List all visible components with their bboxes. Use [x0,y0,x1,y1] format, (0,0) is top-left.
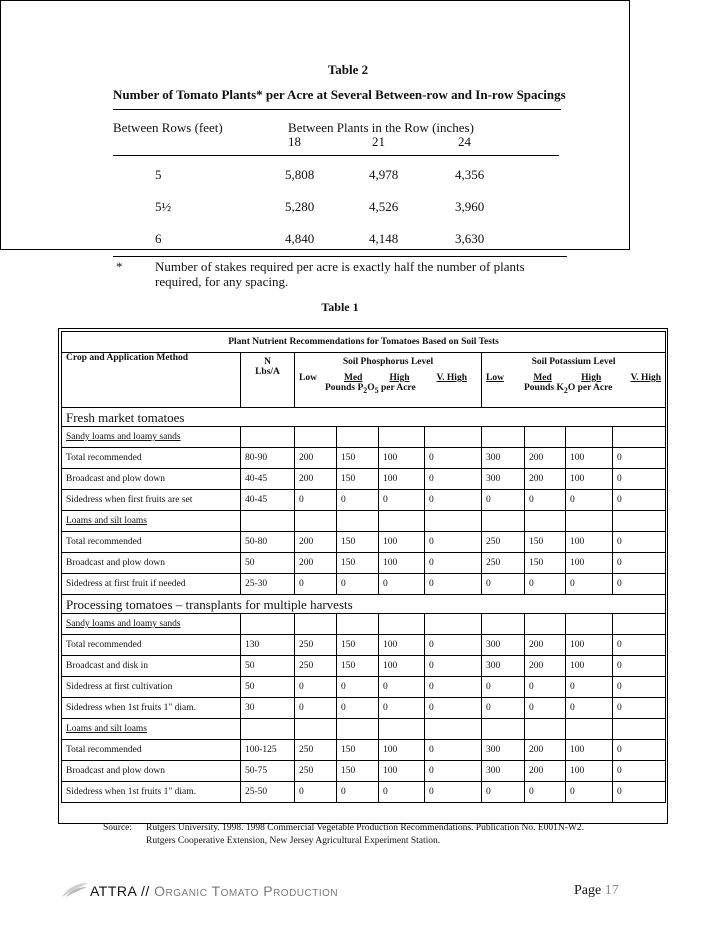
phosphorus-rate: 0 [379,782,425,803]
application-method: Total recommended [62,740,241,761]
nitrogen-rate: 50 [241,553,295,574]
divider [113,256,567,257]
phosphorus-rate: 150 [337,448,379,469]
table-row [62,532,666,553]
potassium-rate: 0 [613,574,666,595]
divider [113,109,561,110]
level-label: Low [486,373,504,383]
application-method: Sidedress at first fruit if needed [62,574,241,595]
section-row [62,595,666,614]
nitrogen-rate: 50-80 [241,532,295,553]
phosphorus-rate: 150 [337,469,379,490]
table-2-footnote: Number of stakes required per acre is exactly half the number of plants [155,259,525,274]
empty-cell [337,719,379,740]
phosphorus-rate: 250 [295,761,337,782]
potassium-rate: 0 [566,677,613,698]
application-method: Total recommended [62,635,241,656]
potassium-rate: 0 [566,490,613,511]
potassium-rate: 100 [566,553,613,574]
phosphorus-rate: 150 [337,761,379,782]
phosphorus-rate: 100 [379,448,425,469]
empty-cell [379,614,425,635]
phosphorus-rate: 200 [295,448,337,469]
potassium-rate: 0 [525,698,566,719]
potassium-rate: 100 [566,635,613,656]
phosphorus-rate: 0 [425,448,482,469]
potassium-rate: 100 [566,469,613,490]
potassium-rate: 0 [613,656,666,677]
footer-page [574,883,619,899]
footer-page-label: Page [574,883,602,898]
table-2-cell: 5,280 [285,199,315,214]
application-method: Total recommended [62,532,241,553]
phosphorus-rate: 250 [295,656,337,677]
table-row [62,490,666,511]
empty-cell [613,427,666,448]
application-method: Total recommended [62,448,241,469]
potassium-rate: 0 [525,574,566,595]
table-2-cell: 3,960 [455,199,485,214]
empty-cell [482,511,525,532]
section-row [62,408,666,427]
potassium-rate: 200 [525,635,566,656]
phosphorus-rate: 0 [379,677,425,698]
phosphorus-rate: 100 [379,532,425,553]
phosphorus-rate: 0 [295,490,337,511]
phosphorus-rate: 0 [425,656,482,677]
table-2-row-label: 6 [155,231,162,246]
empty-cell [379,427,425,448]
nitrogen-rate: 50 [241,656,295,677]
potassium-rate: 300 [482,740,525,761]
potassium-rate: 100 [566,532,613,553]
phosphorus-rate: 100 [379,469,425,490]
level-label: V. High [436,373,467,383]
phosphorus-rate: 0 [379,698,425,719]
table-1-title: Plant Nutrient Recommendations for Tomatoes Based on Soil Tests [62,332,666,353]
empty-cell [613,719,666,740]
potassium-rate: 300 [482,448,525,469]
empty-cell [241,719,295,740]
table-2-cell: 5,808 [285,167,315,182]
potassium-rate: 200 [525,761,566,782]
nitrogen-rate: 80-90 [241,448,295,469]
phosphorus-rate: 0 [425,635,482,656]
phosphorus-rate: 200 [295,532,337,553]
potassium-rate: 0 [613,677,666,698]
phosphorus-rate: 150 [337,656,379,677]
table-row [62,635,666,656]
table-row [62,448,666,469]
soil-group-label: Sandy loams and loamy sands [62,427,241,448]
empty-cell [425,719,482,740]
table-row [62,740,666,761]
table-2-cell: 4,840 [285,231,315,246]
empty-cell [425,511,482,532]
header-potassium-title: Soil Potassium Level [531,357,616,367]
table-row [62,761,666,782]
table-2-spacing: 24 [458,134,471,149]
soil-group-label: Sandy loams and loamy sands [62,614,241,635]
phosphorus-rate: 0 [425,740,482,761]
potassium-rate: 100 [566,740,613,761]
potassium-rate: 300 [482,635,525,656]
section-title: Processing tomatoes – transplants for multiple harvests [62,595,666,614]
empty-cell [525,614,566,635]
phosphorus-rate: 0 [425,574,482,595]
application-method: Sidedress at first cultivation [62,677,241,698]
empty-cell [241,511,295,532]
potassium-rate: 200 [525,740,566,761]
phosphorus-rate: 100 [379,761,425,782]
potassium-rate: 200 [525,448,566,469]
empty-cell [566,511,613,532]
table-row [62,469,666,490]
phosphorus-rate: 0 [337,490,379,511]
table-2-spacing: 21 [372,134,385,149]
empty-cell [566,614,613,635]
table-1-caption: Table 1 [321,300,359,314]
nitrogen-rate: 130 [241,635,295,656]
empty-cell [379,719,425,740]
empty-cell [295,614,337,635]
table-row [62,574,666,595]
potassium-rate: 200 [525,656,566,677]
potassium-rate: 0 [566,698,613,719]
potassium-rate: 0 [613,553,666,574]
potassium-rate: 150 [525,532,566,553]
potassium-rate: 200 [525,469,566,490]
application-method: Broadcast and disk in [62,656,241,677]
table-2-row-label: 5 [155,167,162,182]
phosphorus-rate: 100 [379,656,425,677]
table-row [62,656,666,677]
phosphorus-rate: 100 [379,635,425,656]
nitrogen-rate: 30 [241,698,295,719]
phosphorus-rate: 0 [337,574,379,595]
group-row [62,511,666,532]
potassium-rate: 0 [482,490,525,511]
table-1 [61,331,666,803]
header-n-label: N [264,357,271,367]
table-2-title: Number of Tomato Plants* per Acre at Several Between-row and In-row Spacings [113,87,566,102]
header-phosphorus-unit: Pounds $P_2O_5$ per Acre [325,383,416,395]
phosphorus-rate: 0 [295,677,337,698]
level-label: V. High [630,373,662,383]
phosphorus-rate: 250 [295,740,337,761]
table-row [62,677,666,698]
group-row [62,427,666,448]
nitrogen-rate: 40-45 [241,490,295,511]
empty-cell [566,427,613,448]
empty-cell [379,511,425,532]
footer-publication [90,883,338,899]
footer-brand: ATTRA [90,883,137,899]
table-2-cell: 4,526 [369,199,399,214]
potassium-rate: 0 [566,574,613,595]
empty-cell [482,614,525,635]
nitrogen-rate: 100-125 [241,740,295,761]
potassium-rate: 300 [482,469,525,490]
potassium-rate: 100 [566,761,613,782]
nitrogen-rate: 25-30 [241,574,295,595]
potassium-rate: 0 [566,782,613,803]
phosphorus-rate: 0 [425,553,482,574]
divider [113,155,559,156]
potassium-rate: 300 [482,761,525,782]
empty-cell [241,427,295,448]
level-label: High [389,373,410,383]
table-2-footnote: required, for any spacing. [155,274,289,289]
header-crop-method: Crop and Application Method [62,353,241,408]
empty-cell [295,511,337,532]
empty-cell [425,614,482,635]
phosphorus-rate: 0 [425,698,482,719]
nitrogen-rate: 50-75 [241,761,295,782]
potassium-rate: 250 [482,553,525,574]
table-2-cell: 4,356 [455,167,485,182]
phosphorus-rate: 150 [337,532,379,553]
potassium-rate: 0 [482,698,525,719]
empty-cell [337,511,379,532]
empty-cell [241,614,295,635]
potassium-rate: 300 [482,656,525,677]
phosphorus-rate: 200 [295,469,337,490]
table-2-cell: 4,148 [369,231,399,246]
group-row [62,614,666,635]
empty-cell [566,719,613,740]
phosphorus-rate: 0 [425,469,482,490]
potassium-rate: 0 [525,782,566,803]
table-2-cell: 4,978 [369,167,399,182]
level-label: Med [533,373,552,383]
level-label: Med [343,373,363,383]
phosphorus-rate: 0 [379,490,425,511]
potassium-rate: 150 [525,553,566,574]
potassium-rate: 0 [613,698,666,719]
potassium-rate: 0 [525,490,566,511]
phosphorus-rate: 0 [295,782,337,803]
empty-cell [425,427,482,448]
table-2-row-label: 5½ [155,199,172,214]
empty-cell [482,427,525,448]
table-2-spacing: 18 [288,134,301,149]
phosphorus-rate: 0 [425,677,482,698]
header-potassium-unit: Pounds $K_2O$ per Acre [524,383,613,395]
header-phosphorus-title: Soil Phosphorus Level [342,357,434,367]
potassium-rate: 100 [566,656,613,677]
phosphorus-rate: 0 [425,782,482,803]
phosphorus-rate: 100 [379,553,425,574]
phosphorus-rate: 200 [295,553,337,574]
phosphorus-rate: 0 [425,761,482,782]
soil-group-label: Loams and silt loams [62,511,241,532]
potassium-rate: 0 [482,782,525,803]
potassium-rate: 0 [613,635,666,656]
application-method: Broadcast and plow down [62,761,241,782]
header-n [241,353,295,408]
table-2-col-header-rows: Between Rows (feet) [113,120,223,135]
potassium-rate: 0 [613,761,666,782]
empty-cell [295,719,337,740]
source-line-2: Rutgers Cooperative Extension, New Jersey Agricultural Experiment Station. [146,836,441,846]
level-label: High [581,373,602,383]
phosphorus-rate: 100 [379,740,425,761]
empty-cell [337,614,379,635]
empty-cell [337,427,379,448]
footer-page-number: 17 [604,883,619,898]
phosphorus-rate: 150 [337,740,379,761]
potassium-rate: 0 [613,782,666,803]
header-potassium [482,353,666,408]
empty-cell [482,719,525,740]
application-method: Sidedress when 1st fruits 1" diam. [62,698,241,719]
potassium-rate: 0 [613,532,666,553]
empty-cell [295,427,337,448]
phosphorus-rate: 0 [379,574,425,595]
phosphorus-rate: 0 [295,574,337,595]
header-potassium-levels [486,373,661,383]
phosphorus-rate: 250 [295,635,337,656]
phosphorus-rate: 150 [337,553,379,574]
nitrogen-rate: 40-45 [241,469,295,490]
empty-cell [613,511,666,532]
source-line-1: Rutgers University. 1998. 1998 Commercial Vegetable Production Recommendations. Publication No. E001N-W2. [146,823,584,833]
table-2-caption: Table 2 [327,62,369,77]
potassium-rate: 250 [482,532,525,553]
footer-publication-name: Organic Tomato Production [154,883,339,899]
phosphorus-rate: 0 [425,532,482,553]
section-title: Fresh market tomatoes [62,408,666,427]
application-method: Broadcast and plow down [62,469,241,490]
application-method: Sidedress when first fruits are set [62,490,241,511]
potassium-rate: 0 [613,740,666,761]
application-method: Broadcast and plow down [62,553,241,574]
source-label: Source: [103,823,133,833]
nitrogen-rate: 25-50 [241,782,295,803]
phosphorus-rate: 0 [425,490,482,511]
attra-leaf-logo-icon [60,881,90,904]
empty-cell [613,614,666,635]
nitrogen-rate: 50 [241,677,295,698]
soil-group-label: Loams and silt loams [62,719,241,740]
group-row [62,719,666,740]
table-row [62,782,666,803]
header-phosphorus-levels [299,373,477,383]
empty-cell [525,427,566,448]
footer-separator: // [136,883,155,899]
potassium-rate: 100 [566,448,613,469]
potassium-rate: 0 [613,448,666,469]
empty-cell [525,719,566,740]
table-2-cell: 3,630 [455,231,485,246]
potassium-rate: 0 [613,490,666,511]
phosphorus-rate: 0 [337,698,379,719]
table-row [62,553,666,574]
potassium-rate: 0 [482,677,525,698]
phosphorus-rate: 0 [337,782,379,803]
phosphorus-rate: 150 [337,635,379,656]
potassium-rate: 0 [482,574,525,595]
empty-cell [525,511,566,532]
table-row [62,698,666,719]
application-method: Sidedress when 1st fruits 1" diam. [62,782,241,803]
header-phosphorus [295,353,482,408]
level-label: Low [299,373,317,383]
phosphorus-rate: 0 [337,677,379,698]
table-2-col-header-plants: Between Plants in the Row (inches) [288,120,474,135]
phosphorus-rate: 0 [295,698,337,719]
table-2-footnote-mark: * [116,259,123,274]
header-n-unit: Lbs/A [255,367,280,377]
potassium-rate: 0 [525,677,566,698]
potassium-rate: 0 [613,469,666,490]
